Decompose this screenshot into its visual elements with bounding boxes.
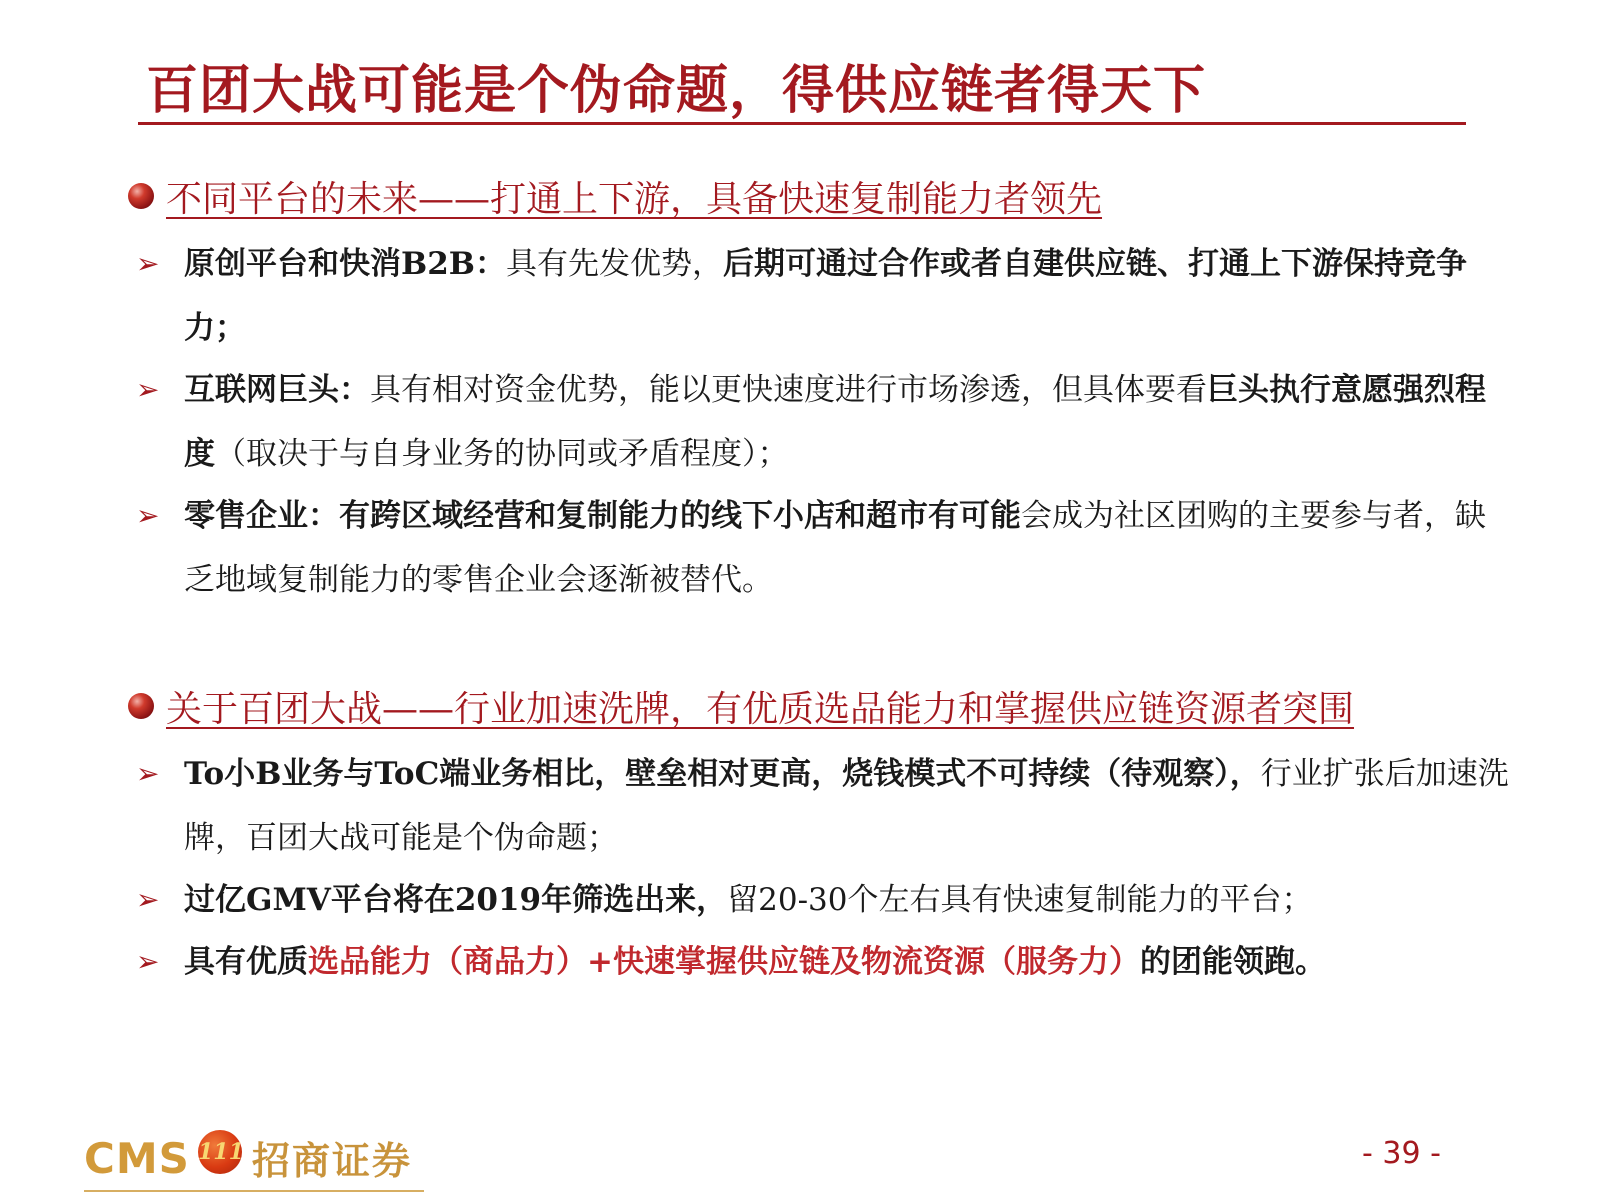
section-1-item-3 (136, 484, 1516, 612)
arrow-bullet-icon: ➢ (136, 757, 160, 790)
section-2-item-3 (136, 930, 1516, 994)
item-text: （取决于与自身业务的协同或矛盾程度）； (215, 436, 789, 472)
item-text: 具有先发优势， (505, 246, 723, 282)
item-text: 行业扩张后加速洗牌，百团大战可能是个伪命题； (184, 756, 1509, 856)
item-bold-text: 具有优质 (184, 944, 308, 980)
item-text: 会成为社区团购的主要参与者，缺乏地域复制能力的零售企业会逐渐被替代。 (184, 498, 1486, 598)
title-divider (138, 122, 1466, 125)
section-2-item-1 (136, 742, 1516, 870)
section-1-item-1 (136, 232, 1516, 360)
item-bold-text: To小B业务与ToC端业务相比，壁垒相对更高，烧钱模式不可持续（待观察）， (184, 756, 1261, 792)
arrow-bullet-icon: ➢ (136, 499, 160, 532)
arrow-bullet-icon: ➢ (136, 373, 160, 406)
item-highlight-text: 选品能力（商品力）+快速掌握供应链及物流资源（服务力） (308, 944, 1140, 980)
arrow-bullet-icon: ➢ (136, 945, 160, 978)
page-number: - 39 - (1362, 1136, 1441, 1171)
red-bullet-ball-icon (128, 183, 154, 209)
item-bold-text: 的团能领跑。 (1139, 944, 1326, 980)
logo-latin-text: CMS (84, 1134, 190, 1183)
item-bold-text: 互联网巨头： (184, 372, 370, 408)
item-bold-text: 过亿GMV平台将在2019年筛选出来， (184, 882, 728, 918)
item-bold-text: 巨头执行意愿强烈程度 (184, 372, 1486, 472)
arrow-bullet-icon: ➢ (136, 883, 160, 916)
item-bold-text: 原创平台和快消B2B： (184, 246, 506, 282)
logo-chinese-text: 招商证券 (252, 1138, 413, 1183)
section-2-heading (128, 684, 1354, 728)
page-title: 百团大战可能是个伪命题，得供应链者得天下 (146, 61, 1207, 121)
section-1-heading-text: 不同平台的未来——打通上下游，具备快速复制能力者领先 (166, 178, 1103, 220)
red-bullet-ball-icon (128, 693, 154, 719)
item-text: 留20-30个左右具有快速复制能力的平台； (727, 882, 1313, 918)
section-1-item-2 (136, 358, 1516, 486)
section-1-heading (128, 174, 1102, 218)
footer-divider (84, 1190, 424, 1192)
item-text: 具有相对资金优势，能以更快速度进行市场渗透，但具体要看 (370, 372, 1207, 408)
section-2-item-2 (136, 868, 1516, 932)
cms-logo-icon: 111 (198, 1130, 242, 1174)
arrow-bullet-icon: ➢ (136, 247, 160, 280)
item-bold-text: 零售企业：有跨区域经营和复制能力的线下小店和超市有可能 (184, 498, 1021, 534)
section-2-heading-text: 关于百团大战——行业加速洗牌，有优质选品能力和掌握供应链资源者突围 (166, 688, 1355, 730)
item-bold-text: 后期可通过合作或者自建供应链、打通上下游保持竞争力； (184, 246, 1467, 346)
